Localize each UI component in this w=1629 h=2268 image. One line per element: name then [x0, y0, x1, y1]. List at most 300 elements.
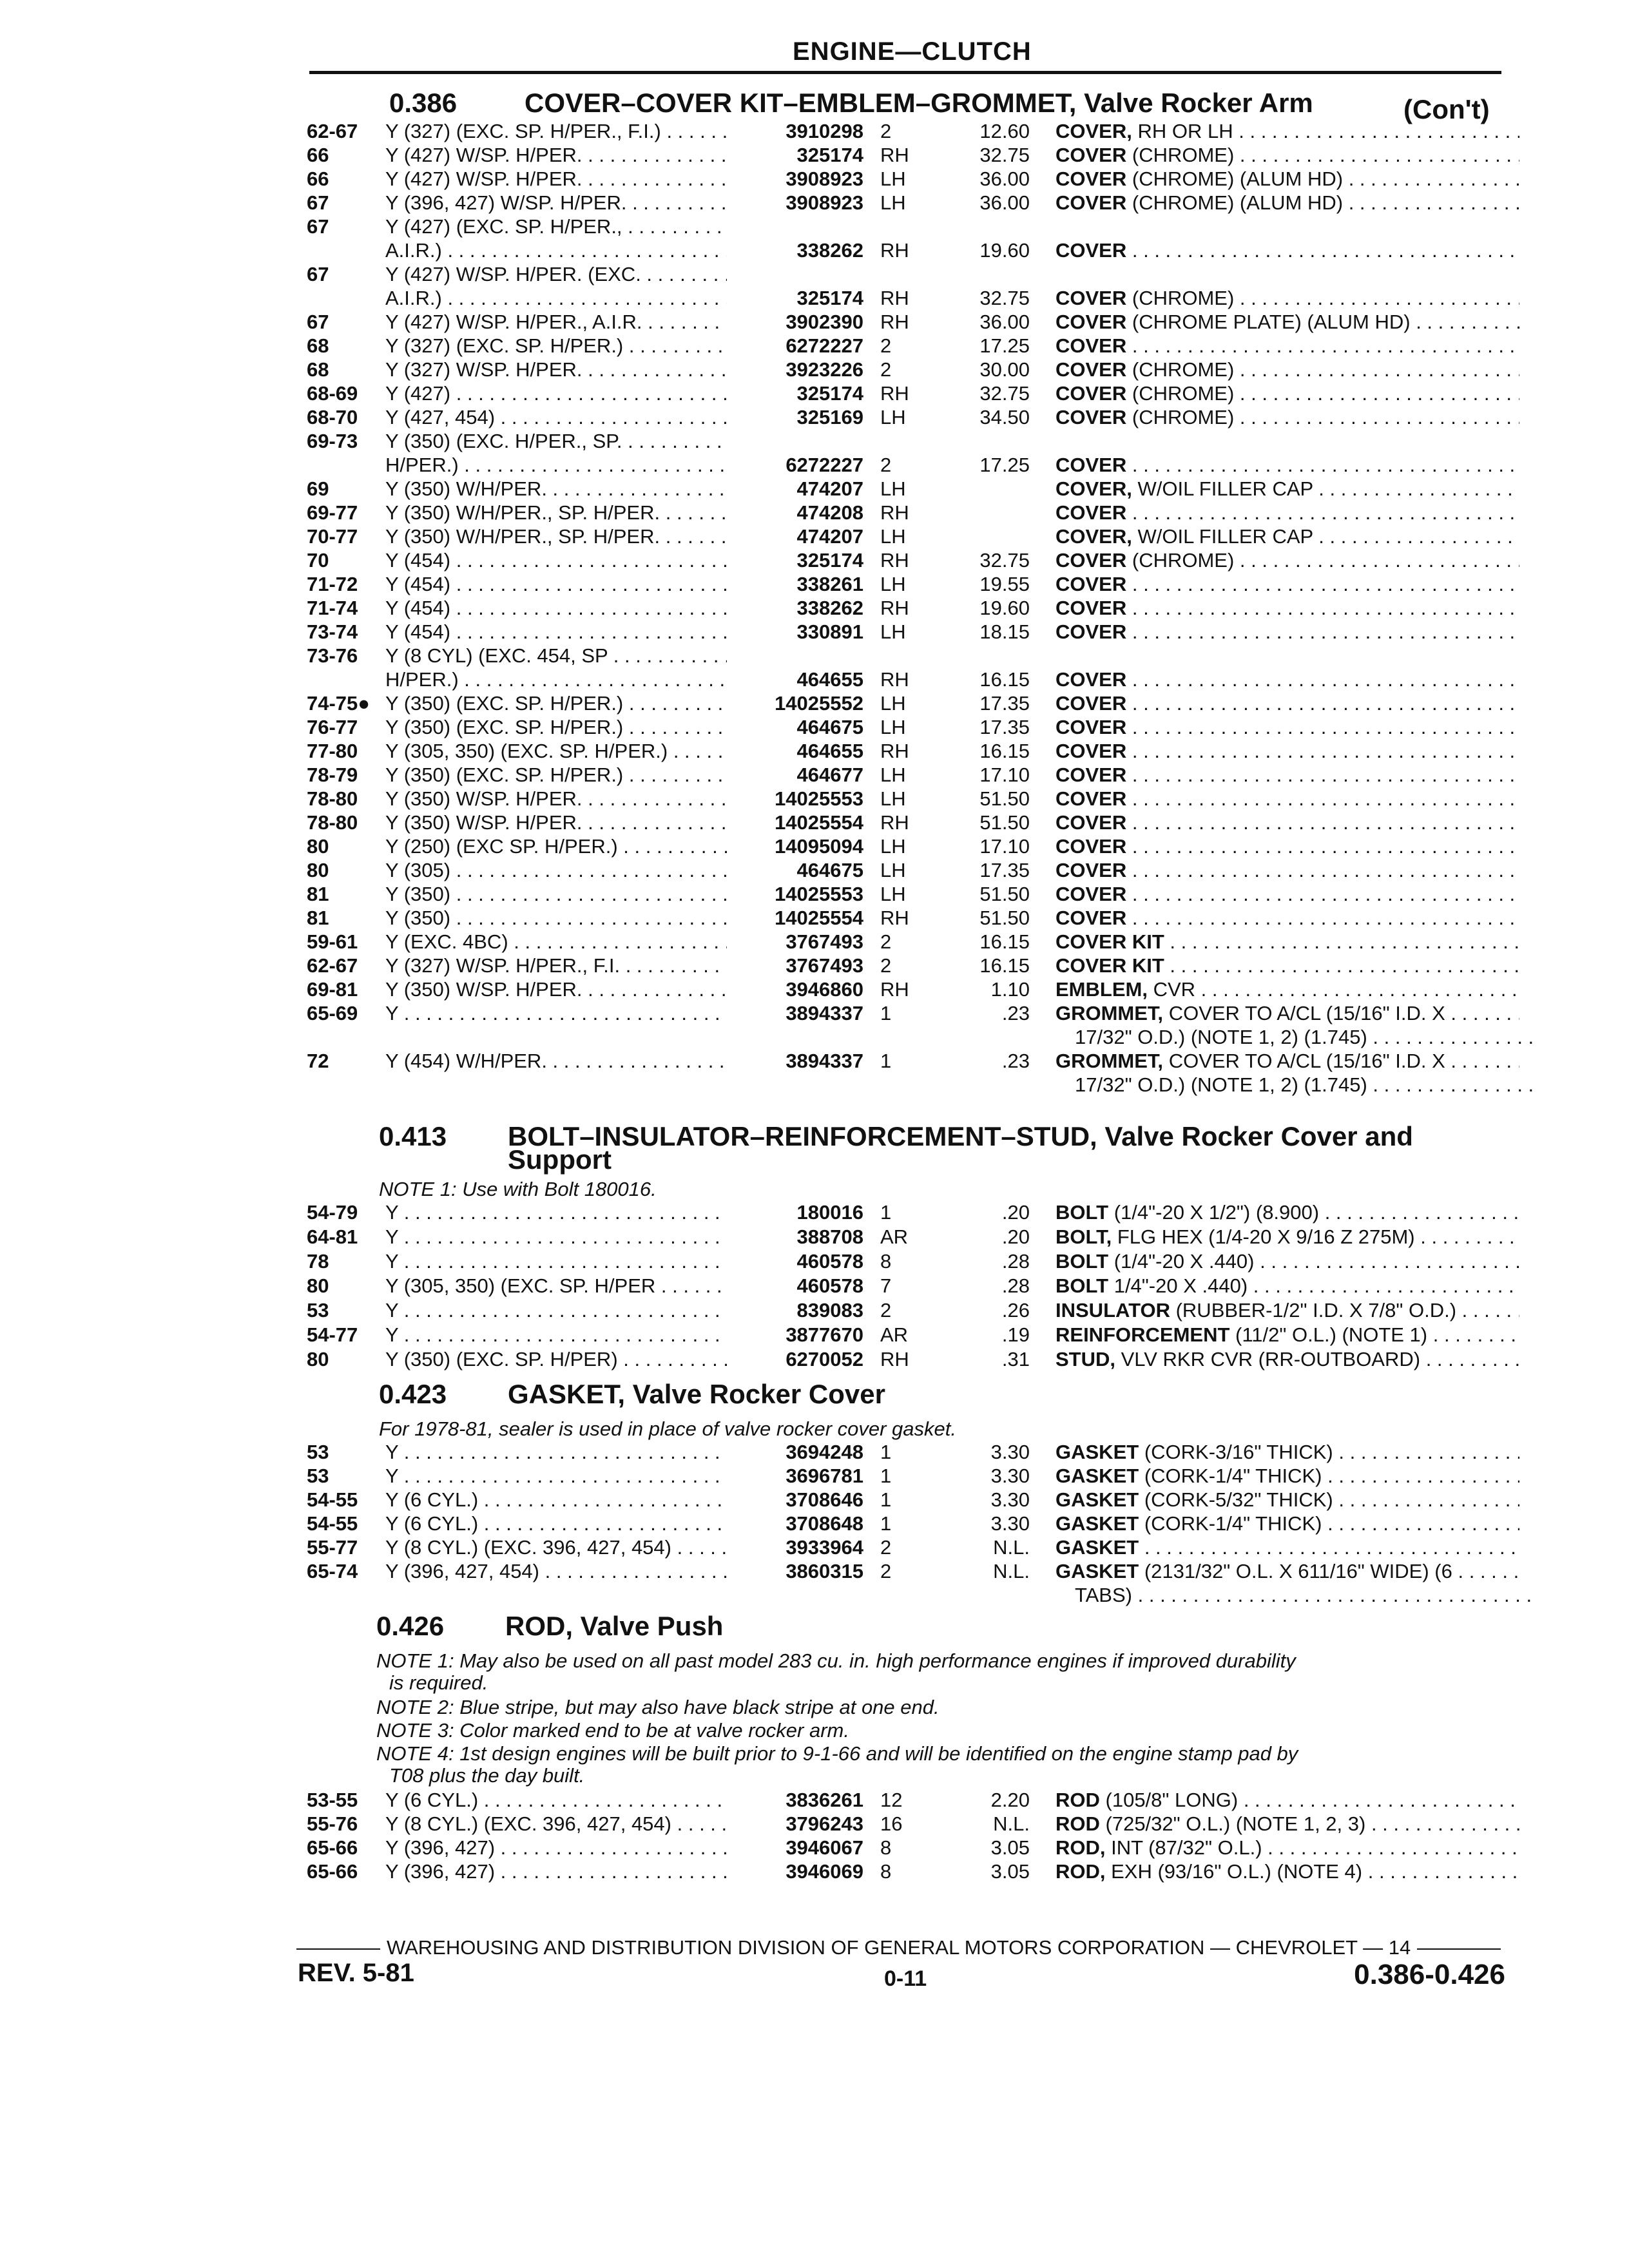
application: Y (6 CYL.) . . .	[385, 1488, 727, 1512]
application: Y (427, 454) . . .	[385, 406, 727, 429]
part-number: 3894337	[786, 1050, 863, 1072]
quantity: RH	[880, 668, 909, 691]
price: 34.50	[979, 406, 1030, 428]
part-number: 3708648	[786, 1512, 863, 1535]
application: Y (350) . . .	[385, 883, 727, 906]
table-row	[0, 334, 1629, 360]
description	[1055, 1536, 1519, 1559]
description	[1055, 620, 1519, 644]
application: Y (6 CYL.) . . .	[385, 1512, 727, 1535]
application: Y (8 CYL) (EXC. 454, SP . . .	[385, 644, 727, 668]
application: Y (427) W/SP. H/PER. . . .	[385, 168, 727, 191]
quantity: LH	[880, 168, 906, 190]
quantity: 1	[880, 1488, 892, 1511]
table-row	[0, 215, 1629, 241]
year-range: 66	[307, 168, 329, 190]
application: Y (327) (EXC. SP. H/PER., F.I.) . . .	[385, 120, 727, 143]
price: 51.50	[979, 811, 1030, 834]
description-text: (1/4"-20 X 1/2") (8.900)	[1113, 1201, 1320, 1224]
part-number: 14025554	[775, 811, 863, 834]
description	[1055, 1441, 1519, 1464]
year-range: 73-76	[307, 644, 358, 667]
description	[1055, 287, 1519, 310]
description-bold: GASKET	[1055, 1465, 1139, 1487]
description-text: (RUBBER-1/2" I.D. X 7/8" O.D.)	[1175, 1299, 1457, 1321]
table-row	[0, 835, 1629, 861]
description-text: (CHROME)	[1132, 144, 1235, 166]
application: Y (350) . . .	[385, 907, 727, 930]
description-bold: COVER KIT	[1055, 930, 1164, 953]
application: Y . . .	[385, 1201, 727, 1224]
description-bold: COVER	[1055, 764, 1127, 786]
application: Y (350) (EXC. SP. H/PER.) . . .	[385, 764, 727, 787]
application: Y (350) (EXC. SP. H/PER.) . . .	[385, 716, 727, 739]
year-range: 66	[307, 144, 329, 166]
part-number: 6272227	[786, 454, 863, 476]
application: Y (454) . . .	[385, 620, 727, 644]
year-range: 65-66	[307, 1860, 358, 1883]
year-range: 74-75●	[307, 692, 371, 715]
description-text: (1/4"-20 X .440)	[1113, 1250, 1255, 1273]
year-range: 73-74	[307, 620, 358, 643]
quantity: RH	[880, 311, 909, 333]
description-bold: COVER	[1055, 191, 1127, 214]
table-row	[0, 811, 1629, 837]
description	[1055, 120, 1519, 143]
part-number: 14025552	[775, 692, 863, 715]
header-rule	[309, 71, 1501, 74]
table-row	[0, 477, 1629, 503]
description-text: (CORK-1/4" THICK)	[1144, 1465, 1322, 1487]
quantity: 8	[880, 1860, 892, 1883]
quantity: 2	[880, 1299, 892, 1321]
part-number: 474207	[796, 525, 863, 548]
description	[1055, 787, 1519, 811]
description	[1055, 358, 1519, 381]
price: 3.30	[990, 1488, 1030, 1511]
price: 3.30	[990, 1441, 1030, 1463]
quantity: RH	[880, 597, 909, 619]
application: Y (454) . . .	[385, 549, 727, 572]
part-number: 474207	[796, 477, 863, 500]
description-text: (CHROME) (ALUM HD)	[1132, 168, 1344, 190]
description	[1055, 1002, 1519, 1025]
description	[1055, 692, 1519, 715]
application: Y (350) W/SP. H/PER. . . .	[385, 978, 727, 1001]
quantity: LH	[880, 716, 906, 738]
application: Y (305, 350) (EXC. SP. H/PER . . . .	[385, 1274, 727, 1298]
description-text: (CHROME)	[1132, 358, 1235, 381]
description-bold: GROMMET,	[1055, 1002, 1164, 1024]
table-row	[0, 168, 1629, 193]
year-range: 80	[307, 1274, 329, 1297]
description-bold: ROD,	[1055, 1860, 1106, 1883]
note-0426-1: NOTE 1: May also be used on all past model 283 cu. in. high performance engines if improved durability	[376, 1649, 1296, 1672]
description	[1055, 1225, 1519, 1249]
note-0423: For 1978-81, sealer is used in place of valve rocker cover gasket.	[379, 1418, 957, 1440]
year-range: 67	[307, 263, 329, 285]
description	[1075, 1073, 1539, 1097]
description-bold: INSULATOR	[1055, 1299, 1170, 1321]
part-number: 3767493	[786, 930, 863, 953]
table-row	[0, 1536, 1629, 1562]
year-range: 65-74	[307, 1560, 358, 1582]
part-number: 180016	[796, 1201, 863, 1224]
description-bold: COVER	[1055, 549, 1127, 572]
description-text: (CHROME)	[1132, 406, 1235, 428]
price: 1.10	[990, 978, 1030, 1001]
application: Y (454) W/H/PER. . . .	[385, 1050, 727, 1073]
price: 19.60	[979, 597, 1030, 619]
application: Y . . .	[385, 1441, 727, 1464]
table-row	[0, 120, 1629, 146]
table-row	[0, 1789, 1629, 1814]
description	[1055, 811, 1519, 834]
page-header-title: ENGINE—CLUTCH	[793, 37, 1032, 66]
application: H/PER.) . . .	[385, 454, 727, 477]
part-number: 464655	[796, 668, 863, 691]
application: Y (427) . . .	[385, 382, 727, 405]
table-row	[0, 740, 1629, 765]
description	[1055, 668, 1519, 691]
price: 19.55	[979, 573, 1030, 595]
price: 36.00	[979, 311, 1030, 333]
description-text: (CHROME) (ALUM HD)	[1132, 191, 1344, 214]
quantity: 12	[880, 1789, 903, 1811]
application: Y (8 CYL.) (EXC. 396, 427, 454) . . .	[385, 1536, 727, 1559]
quantity: 2	[880, 358, 892, 381]
description	[1055, 168, 1519, 191]
quantity: 2	[880, 334, 892, 357]
description-bold: COVER	[1055, 239, 1127, 262]
year-range: 80	[307, 859, 329, 881]
description-text: (CORK-1/4" THICK)	[1144, 1512, 1322, 1535]
part-number: 325174	[796, 382, 863, 405]
quantity: LH	[880, 787, 906, 810]
part-number: 474208	[796, 501, 863, 524]
description	[1055, 573, 1519, 596]
price: 51.50	[979, 787, 1030, 810]
year-range: 71-74	[307, 597, 358, 619]
section-number: 0.426	[376, 1611, 445, 1641]
quantity: AR	[880, 1323, 909, 1346]
application: Y . . .	[385, 1250, 727, 1273]
part-number: 3923226	[786, 358, 863, 381]
description	[1055, 144, 1519, 167]
year-range: 62-67	[307, 120, 358, 142]
quantity: RH	[880, 382, 909, 405]
price: 16.15	[979, 668, 1030, 691]
description	[1055, 1274, 1519, 1298]
year-range: 65-69	[307, 1002, 358, 1024]
description-text: (2131/32" O.L. X 611/16" WIDE) (6	[1144, 1560, 1452, 1582]
year-range: 69-77	[307, 501, 358, 524]
application: Y (350) (EXC. H/PER., SP. . . .	[385, 430, 727, 453]
description	[1055, 1812, 1519, 1836]
year-range: 72	[307, 1050, 329, 1072]
year-range: 68	[307, 334, 329, 357]
application: Y (427) W/SP. H/PER. . . .	[385, 144, 727, 167]
table-row	[0, 430, 1629, 456]
table-row	[0, 144, 1629, 169]
quantity: RH	[880, 239, 909, 262]
year-range: 81	[307, 883, 329, 905]
quantity: LH	[880, 573, 906, 595]
description-bold: COVER	[1055, 501, 1127, 524]
description	[1055, 477, 1519, 501]
note-0413: NOTE 1: Use with Bolt 180016.	[379, 1178, 657, 1200]
section-subheading: Valve Rocker Cover and	[1104, 1121, 1413, 1151]
part-number: 3877670	[786, 1323, 863, 1346]
table-row	[0, 907, 1629, 932]
quantity: LH	[880, 883, 906, 905]
description	[1055, 191, 1519, 215]
application: A.I.R.) . . .	[385, 239, 727, 262]
part-number: 325174	[796, 144, 863, 166]
description	[1055, 501, 1519, 524]
table-row	[0, 930, 1629, 956]
page-number: 0-11	[884, 1966, 927, 1991]
quantity: LH	[880, 835, 906, 858]
description-bold: COVER	[1055, 382, 1127, 405]
application: Y (327) W/SP. H/PER. . . .	[385, 358, 727, 381]
price: N.L.	[993, 1536, 1030, 1559]
table-row	[0, 525, 1629, 551]
table-row	[0, 1348, 1629, 1374]
part-number: 6272227	[786, 334, 863, 357]
quantity: LH	[880, 477, 906, 500]
application: Y (396, 427) W/SP. H/PER. . . .	[385, 191, 727, 215]
quantity: 1	[880, 1512, 892, 1535]
description-bold: COVER	[1055, 835, 1127, 858]
description	[1055, 1323, 1519, 1347]
description-bold: REINFORCEMENT	[1055, 1323, 1230, 1346]
description-bold: COVER	[1055, 597, 1127, 619]
application: Y (396, 427) . . .	[385, 1836, 727, 1860]
continued-label: (Con't)	[1403, 94, 1490, 124]
price: .28	[1001, 1274, 1030, 1297]
quantity: RH	[880, 549, 909, 572]
quantity: LH	[880, 692, 906, 715]
table-row	[0, 1584, 1629, 1610]
table-row	[0, 1002, 1629, 1028]
table-row	[0, 859, 1629, 885]
part-number: 3696781	[786, 1465, 863, 1487]
price: 36.00	[979, 191, 1030, 214]
table-row	[0, 1050, 1629, 1075]
price: .19	[1001, 1323, 1030, 1346]
table-row	[0, 1836, 1629, 1862]
price: 18.15	[979, 620, 1030, 643]
part-number: 14025553	[775, 883, 863, 905]
description-bold: COVER	[1055, 358, 1127, 381]
year-range: 54-79	[307, 1201, 358, 1224]
quantity: 1	[880, 1002, 892, 1024]
description-text: 1/4"-20 X .440)	[1113, 1274, 1248, 1297]
quantity: 2	[880, 1560, 892, 1582]
section-number: 0.423	[379, 1379, 447, 1409]
quantity: RH	[880, 907, 909, 929]
part-number: 6270052	[786, 1348, 863, 1370]
application: Y (396, 427, 454) . . .	[385, 1560, 727, 1583]
description	[1055, 549, 1519, 572]
description	[1075, 1584, 1539, 1607]
description	[1055, 1488, 1519, 1512]
price: 51.50	[979, 907, 1030, 929]
description-bold: COVER	[1055, 907, 1127, 929]
quantity: LH	[880, 859, 906, 881]
quantity: 2	[880, 954, 892, 977]
year-range: 78	[307, 1250, 329, 1273]
description	[1055, 525, 1519, 548]
description	[1055, 764, 1519, 787]
price: 3.30	[990, 1512, 1030, 1535]
description-bold: COVER	[1055, 716, 1127, 738]
table-row	[0, 1250, 1629, 1276]
application: Y (305) . . .	[385, 859, 727, 882]
note-0426-3: NOTE 3: Color marked end to be at valve rocker arm.	[376, 1719, 849, 1742]
description	[1055, 1050, 1519, 1073]
application: Y (8 CYL.) (EXC. 396, 427, 454) . . .	[385, 1812, 727, 1836]
table-row	[0, 406, 1629, 432]
description-text: (CHROME)	[1132, 549, 1235, 572]
application: Y (396, 427) . . .	[385, 1860, 727, 1883]
year-range: 69	[307, 477, 329, 500]
part-number: 325169	[796, 406, 863, 428]
quantity: 7	[880, 1274, 892, 1297]
description-bold: BOLT,	[1055, 1225, 1112, 1248]
price: 30.00	[979, 358, 1030, 381]
part-number: 839083	[796, 1299, 863, 1321]
section-title-0386	[389, 88, 1313, 119]
part-number: 460578	[796, 1274, 863, 1297]
description-text: W/OIL FILLER CAP	[1137, 525, 1313, 548]
price: .20	[1001, 1201, 1030, 1224]
quantity: LH	[880, 191, 906, 214]
quantity: 1	[880, 1441, 892, 1463]
quantity: LH	[880, 406, 906, 428]
description-text: VLV RKR CVR (RR-OUTBOARD)	[1121, 1348, 1421, 1370]
table-row	[0, 501, 1629, 527]
part-number: 3908923	[786, 191, 863, 214]
price: 17.35	[979, 859, 1030, 881]
table-row	[0, 1860, 1629, 1886]
description-bold: STUD,	[1055, 1348, 1115, 1370]
note-0426-2: NOTE 2: Blue stripe, but may also have black stripe at one end.	[376, 1696, 940, 1718]
year-range: 53	[307, 1441, 329, 1463]
part-number: 3933964	[786, 1536, 863, 1559]
section-number: 0.386	[389, 88, 458, 118]
year-range: 70	[307, 549, 329, 572]
application: Y (350) W/H/PER., SP. H/PER. . . .	[385, 501, 727, 524]
quantity: RH	[880, 978, 909, 1001]
year-range: 54-55	[307, 1512, 358, 1535]
application: Y (6 CYL.) . . .	[385, 1789, 727, 1812]
description	[1055, 1250, 1519, 1273]
quantity: 8	[880, 1836, 892, 1859]
description-text: (11/2" O.L.) (NOTE 1)	[1235, 1323, 1428, 1346]
description-text: INT (87/32" O.L.)	[1111, 1836, 1262, 1859]
application: Y (350) (EXC. SP. H/PER.) . . .	[385, 692, 727, 715]
quantity: 2	[880, 120, 892, 142]
application: Y . . .	[385, 1225, 727, 1249]
description-text: COVER TO A/CL (15/16" I.D. X	[1168, 1050, 1445, 1072]
description	[1055, 883, 1519, 906]
part-number: 338261	[796, 573, 863, 595]
application: Y (250) (EXC SP. H/PER.) . . .	[385, 835, 727, 858]
description-text: 17/32" O.D.) (NOTE 1, 2) (1.745)	[1075, 1073, 1367, 1096]
note-0426-4: NOTE 4: 1st design engines will be built prior to 9-1-66 and will be identified on the engine stamp pad by	[376, 1742, 1298, 1765]
part-number: 464677	[796, 764, 863, 786]
description-text: (CHROME)	[1132, 382, 1235, 405]
part-number: 3894337	[786, 1002, 863, 1024]
table-row	[0, 263, 1629, 289]
description-bold: GASKET	[1055, 1512, 1139, 1535]
description-bold: COVER	[1055, 668, 1127, 691]
application: Y (427) W/SP. H/PER., A.I.R. . . .	[385, 311, 727, 334]
description-bold: COVER	[1055, 311, 1127, 333]
part-number: 338262	[796, 597, 863, 619]
section-subheading: Valve Rocker Cover	[632, 1379, 885, 1409]
description	[1055, 1836, 1519, 1860]
price: 17.10	[979, 835, 1030, 858]
section-heading: COVER–COVER KIT–EMBLEM–GROMMET,	[525, 88, 1077, 118]
table-row	[0, 358, 1629, 384]
part-number: 464675	[796, 716, 863, 738]
description-bold: COVER,	[1055, 477, 1132, 500]
price: 36.00	[979, 168, 1030, 190]
description-bold: COVER	[1055, 454, 1127, 476]
description	[1055, 1465, 1519, 1488]
quantity: 2	[880, 454, 892, 476]
year-range: 80	[307, 835, 329, 858]
year-range: 62-67	[307, 954, 358, 977]
year-range: 65-66	[307, 1836, 358, 1859]
description-bold: COVER	[1055, 573, 1127, 595]
description	[1055, 835, 1519, 858]
description-bold: GASKET	[1055, 1560, 1139, 1582]
part-number: 325174	[796, 287, 863, 309]
table-row	[0, 1073, 1629, 1099]
description-bold: COVER	[1055, 620, 1127, 643]
quantity: RH	[880, 740, 909, 762]
description	[1075, 1026, 1539, 1049]
description-bold: COVER	[1055, 406, 1127, 428]
part-number: 460578	[796, 1250, 863, 1273]
description	[1055, 239, 1519, 262]
application: Y (327) W/SP. H/PER., F.I. . . .	[385, 954, 727, 977]
quantity: RH	[880, 501, 909, 524]
part-number: 3767493	[786, 954, 863, 977]
quantity: AR	[880, 1225, 909, 1248]
description-text: CVR	[1153, 978, 1196, 1001]
part-number: 330891	[796, 620, 863, 643]
application: Y (350) W/SP. H/PER. . . .	[385, 787, 727, 811]
description-text: TABS)	[1075, 1584, 1132, 1606]
quantity: 1	[880, 1201, 892, 1224]
description-bold: GROMMET,	[1055, 1050, 1164, 1072]
application: Y . . .	[385, 1465, 727, 1488]
quantity: RH	[880, 811, 909, 834]
description-bold: BOLT	[1055, 1274, 1109, 1297]
price: 17.35	[979, 692, 1030, 715]
section-number: 0.413	[379, 1121, 447, 1151]
price: 2.20	[990, 1789, 1030, 1811]
table-row	[0, 597, 1629, 622]
application: Y (427) W/SP. H/PER. (EXC. . . .	[385, 263, 727, 286]
note-0426-1-cont: is required.	[389, 1671, 488, 1694]
table-row	[0, 454, 1629, 479]
